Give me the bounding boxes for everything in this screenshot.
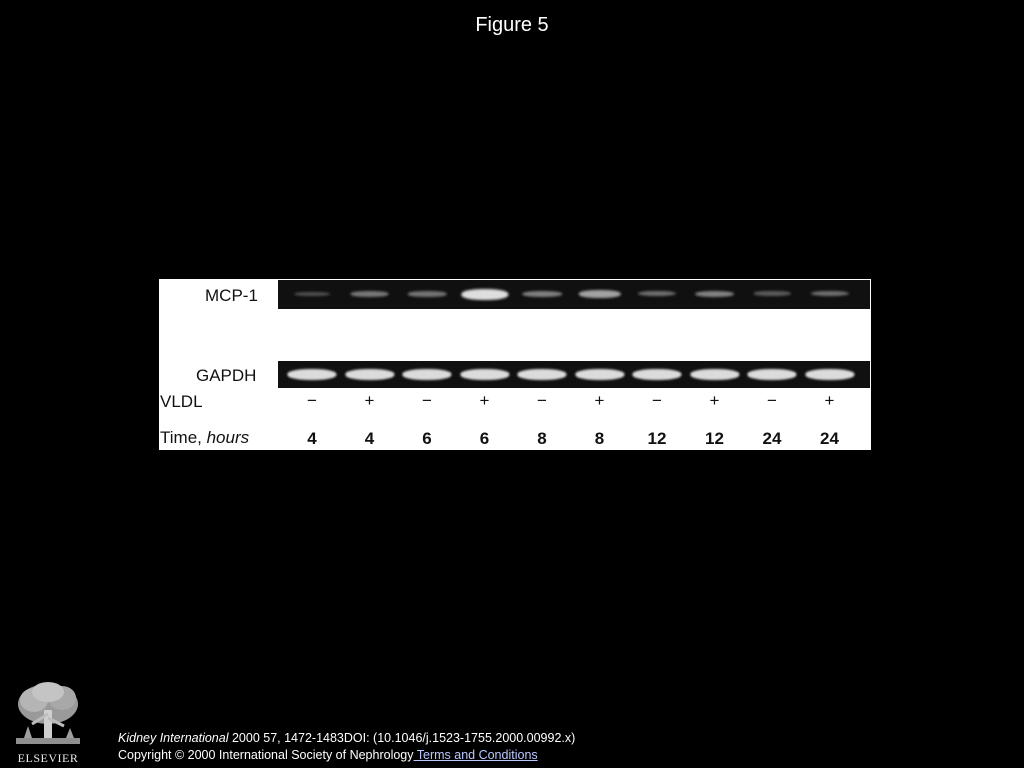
gapdh-band [402,369,451,380]
mcp1-row-label: MCP-1 [205,286,258,305]
time-row-label [160,428,249,448]
terms-and-conditions-link[interactable]: Terms and Conditions [413,748,538,762]
vldl-sign: + [364,391,375,410]
vldl-sign: + [479,391,490,410]
gel-figure [159,279,871,450]
mcp1-band [810,291,848,296]
elsevier-logo [10,680,86,766]
gapdh-band [460,369,509,380]
elsevier-logo-text: ELSEVIER [17,751,79,765]
mcp1-band [294,292,330,296]
gapdh-band [575,369,624,380]
vldl-sign: − [767,391,777,410]
gapdh-band [517,369,566,380]
mcp1-band [350,291,389,297]
mcp1-band [754,291,791,295]
mcp1-band [408,291,447,297]
vldl-sign: − [652,391,662,410]
copyright-text: Copyright © 2000 International Society of Nephrology [118,748,414,762]
mcp1-gel-strip [278,280,870,309]
mcp1-band [522,291,562,297]
time-value: 8 [537,429,547,448]
gapdh-gel-strip [278,361,870,388]
gapdh-band [747,369,796,380]
time-value: 24 [762,429,782,448]
time-value: 4 [364,429,375,448]
journal-name: Kidney International [118,731,229,745]
time-value: 24 [820,429,839,448]
time-value: 6 [479,429,490,448]
vldl-sign: − [307,391,317,410]
mcp1-band [578,290,620,298]
copyright-line [118,748,538,762]
vldl-row-label: VLDL [160,392,203,411]
vldl-sign: − [422,391,432,410]
mcp1-band [638,291,676,296]
vldl-sign: + [594,391,605,410]
elsevier-tree-icon [10,680,86,748]
gapdh-row-label: GAPDH [196,366,257,385]
gapdh-band [805,369,854,380]
gapdh-band [345,369,394,380]
time-label-prefix: Time, [160,428,207,447]
citation [118,731,575,745]
vldl-sign: + [824,391,835,410]
gapdh-band [632,369,681,380]
time-label-unit: hours [206,428,250,447]
citation-details: 2000 57, 1472-1483DOI: (10.1046/j.1523-1755.2000.00992.x) [228,731,576,745]
time-value: 12 [705,429,724,448]
gapdh-band [287,369,336,380]
mcp1-band [461,289,508,300]
slide-title: Figure 5 [475,14,549,36]
time-value: 4 [307,429,317,448]
vldl-sign: − [537,391,547,410]
gapdh-band [690,369,739,380]
time-value: 12 [647,429,667,448]
time-value: 6 [422,429,432,448]
mcp1-band [695,291,735,297]
time-value: 8 [594,429,605,448]
vldl-sign: + [709,391,720,410]
